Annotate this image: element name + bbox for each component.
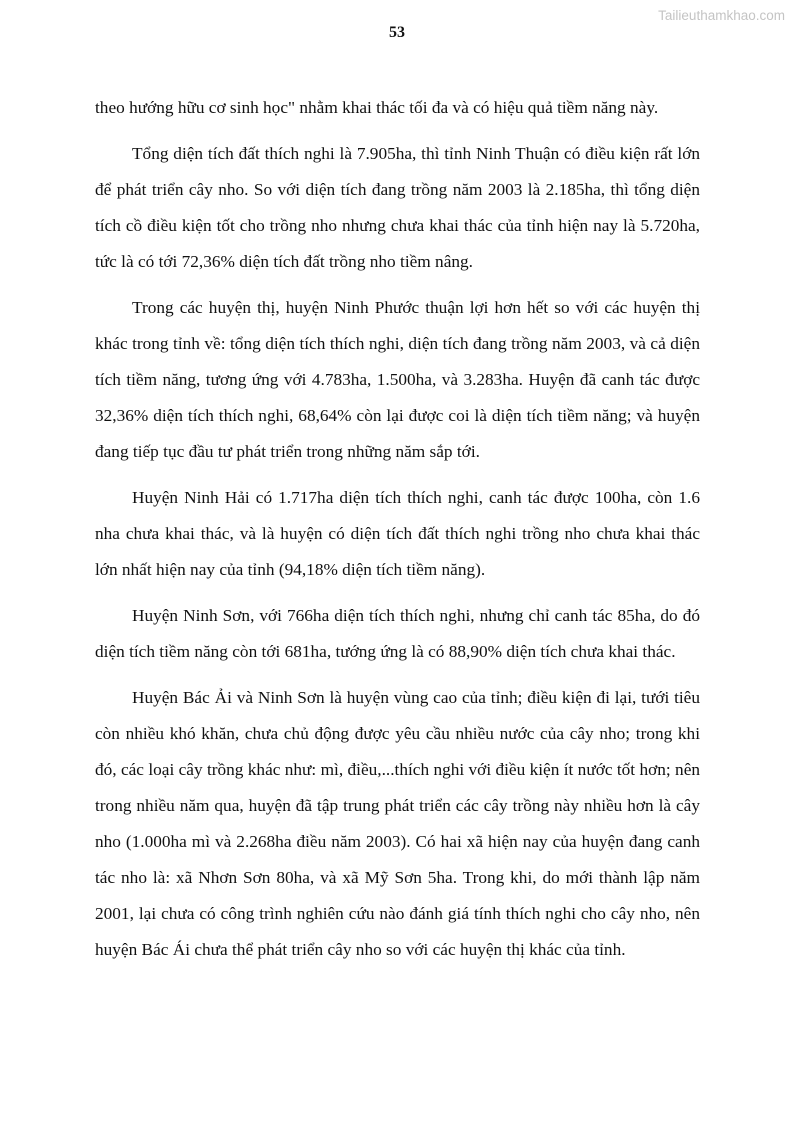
paragraph-2: Tổng diện tích đất thích nghi là 7.905ha, thì tỉnh Ninh Thuận có điều kiện rất lớn để phát triển cây nho. So với diện tích đang trồng năm 2003 là 2.185ha, thì tổng diện tích cồ điều kiện tốt cho trồng nho nhưng chưa khai thác của tỉnh hiện nay là 5.720ha, tức là có tới 72,36% diện tích đất trồng nho tiềm nâng.	[95, 144, 700, 271]
paragraph-1: theo hướng hữu cơ sinh học" nhằm khai thác tối đa và có hiệu quả tiềm năng này.	[95, 98, 659, 117]
paragraph-3: Trong các huyện thị, huyện Ninh Phước thuận lợi hơn hết so với các huyện thị khác trong tỉnh về: tổng diện tích thích nghi, diện tích đang trồng năm 2003, và cả diện tích tiềm năng, tương ứng với 4.783ha, 1.500ha, và 3.283ha. Huyện đã canh tác được 32,36% diện tích thích nghi, 68,64% còn lại được coi là diện tích tiềm năng; và huyện đang tiếp tục đầu tư phát triển trong những năm sắp tới.	[95, 298, 700, 461]
paragraph-6: Huyện Bác Ải và Ninh Sơn là huyện vùng cao của tỉnh; điều kiện đi lại, tưới tiêu còn nhiều khó khăn, chưa chủ động được yêu cầu nhiều nước của cây nho; trong khi đó, các loại cây trồng khác như: mì, điều,...thích nghi với điều kiện ít nước tốt hơn; nên trong nhiều năm qua, huyện đã tập trung phát triển các cây trồng này nhiều hơn là cây nho (1.000ha mì và 2.268ha điều năm 2003). Có hai xã hiện nay của huyện đang canh tác nho là: xã Nhơn Sơn 80ha, và xã Mỹ Sơn 5ha. Trong khi, do mới thành lập năm 2001, lại chưa có công trình nghiên cứu nào đánh giá tính thích nghi cho cây nho, nên huyện Bác Ái chưa thể phát triển cây nho so với các huyện thị khác của tỉnh.	[95, 688, 700, 959]
page-number: 53	[389, 24, 405, 41]
paragraph-5: Huyện Ninh Sơn, với 766ha diện tích thích nghi, nhưng chỉ canh tác 85ha, do đó diện tích tiềm năng còn tới 681ha, tướng ứng là có 88,90% diện tích chưa khai thác.	[95, 606, 700, 661]
paragraph-4: Huyện Ninh Hải có 1.717ha diện tích thích nghi, canh tác được 100ha, còn 1.6 nha chưa khai thác, và là huyện có diện tích đất thích nghi trồng nho chưa khai thác lớn nhất hiện nay của tỉnh (94,18% diện tích tiềm năng).	[95, 488, 700, 579]
watermark: Tailieuthamkhao.com	[658, 8, 785, 23]
document-body	[95, 90, 700, 978]
